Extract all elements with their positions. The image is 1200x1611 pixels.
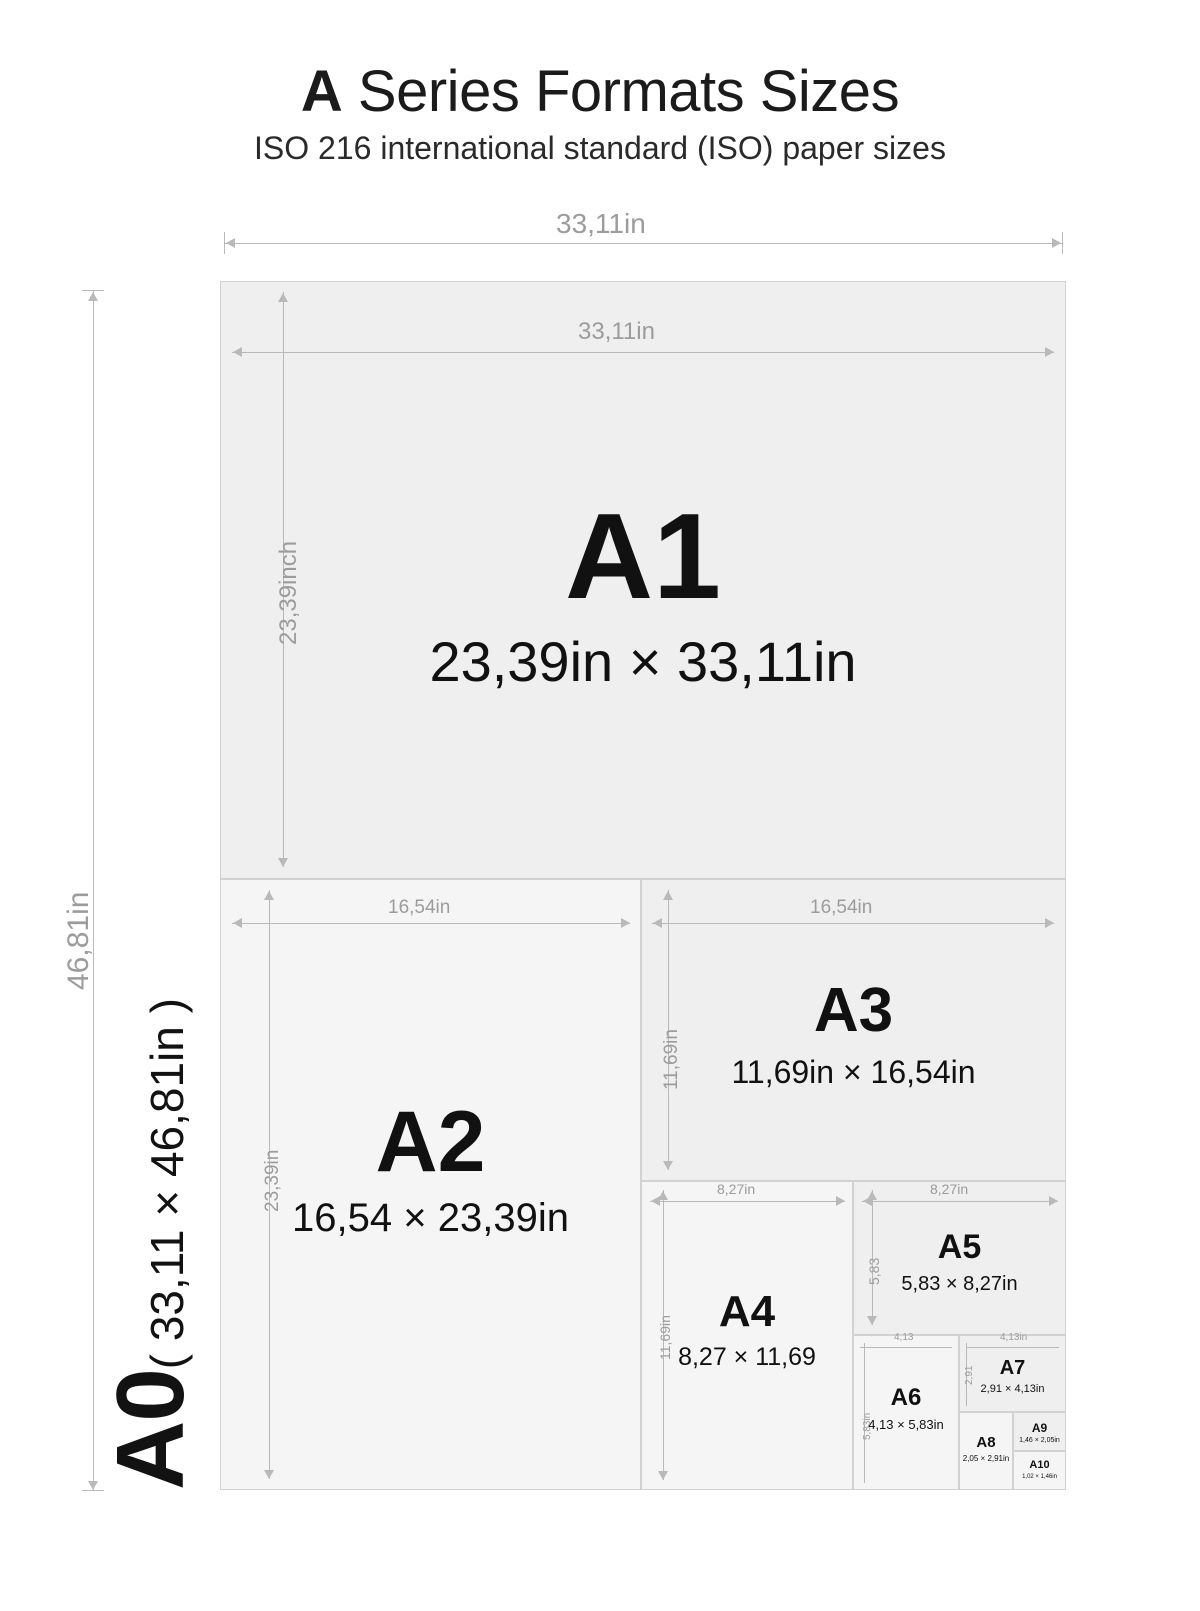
sheet-a9-name: A9 bbox=[1031, 1421, 1048, 1435]
a0-top-arrow-right-icon bbox=[1052, 238, 1061, 248]
a5-width-dim-line bbox=[862, 1201, 1058, 1202]
a0-format-name: A0 bbox=[97, 1369, 204, 1490]
a0-format-dims: ( 33,11 × 46,81in ) bbox=[141, 998, 193, 1370]
a3-height-arrow-up-icon bbox=[663, 891, 673, 900]
a0-format-label bbox=[96, 998, 206, 1490]
a4-width-label: 8,27in bbox=[717, 1181, 756, 1197]
a2-height-arrow-down-icon bbox=[264, 1470, 274, 1479]
sheet-a4-name: A4 bbox=[718, 1287, 776, 1336]
sheet-a1-name: A1 bbox=[565, 488, 721, 624]
sheet-a9-dims: 1,46 × 2,05in bbox=[1019, 1437, 1060, 1444]
a4-height-arrow-up-icon bbox=[658, 1191, 668, 1200]
a0-top-dim-tick-left bbox=[224, 232, 225, 254]
a0-top-dim-line bbox=[224, 243, 1062, 244]
page-title-rest: Series Formats Sizes bbox=[342, 59, 900, 124]
a5-height-label: 5,83 bbox=[866, 1257, 882, 1285]
sheet-a7-dims: 2,91 × 4,13in bbox=[980, 1383, 1045, 1395]
a3-width-label: 16,54in bbox=[810, 897, 873, 918]
a0-width-label: 33,11in bbox=[556, 208, 646, 239]
sheet-a8[interactable] bbox=[959, 1412, 1013, 1490]
sheet-a6-dims: 4,13 × 5,83in bbox=[868, 1417, 944, 1432]
page-title-bold: A bbox=[300, 59, 343, 124]
a0-top-arrow-left-icon bbox=[226, 238, 235, 248]
a1-height-label: 23,39inch bbox=[275, 540, 302, 645]
sheet-a6-name: A6 bbox=[890, 1384, 922, 1411]
a2-height-arrow-up-icon bbox=[264, 891, 274, 900]
sheet-a7-name: A7 bbox=[999, 1357, 1026, 1379]
sheet-a1[interactable] bbox=[220, 281, 1066, 879]
a0-left-arrow-up-icon bbox=[88, 292, 98, 301]
sheet-a10-dims: 1,02 × 1,46in bbox=[1022, 1474, 1057, 1480]
sheet-a5[interactable] bbox=[853, 1181, 1066, 1335]
a4-width-arrow-right-icon bbox=[836, 1196, 845, 1206]
a1-width-arrow-right-icon bbox=[1045, 347, 1054, 357]
sheet-a10[interactable] bbox=[1013, 1451, 1066, 1490]
a6-width-dim-line bbox=[860, 1347, 952, 1348]
page-subtitle: ISO 216 international standard (ISO) paper sizes bbox=[254, 130, 946, 166]
a3-height-arrow-down-icon bbox=[663, 1161, 673, 1170]
a1-width-arrow-left-icon bbox=[233, 347, 242, 357]
a5-height-arrow-up-icon bbox=[867, 1191, 877, 1200]
a7-width-dim-line bbox=[966, 1347, 1059, 1348]
a0-left-dim-line bbox=[93, 290, 94, 1490]
a0-left-dim-tick-top bbox=[82, 290, 104, 291]
a1-height-arrow-up-icon bbox=[278, 293, 288, 302]
a2-width-dim-line bbox=[232, 923, 630, 924]
a7-height-label: 2,91 bbox=[964, 1365, 975, 1385]
sheet-a5-name: A5 bbox=[937, 1228, 982, 1266]
sheet-a2-name: A2 bbox=[375, 1094, 486, 1190]
a4-height-arrow-down-icon bbox=[658, 1471, 668, 1480]
sheet-a10-name: A10 bbox=[1029, 1459, 1050, 1471]
a2-width-label: 16,54in bbox=[388, 897, 451, 918]
a1-width-label: 33,11in bbox=[578, 318, 655, 345]
sheet-a9[interactable] bbox=[1013, 1412, 1066, 1451]
a6-width-label: 4,13 bbox=[894, 1332, 914, 1343]
sheet-a3-name: A3 bbox=[813, 976, 894, 1045]
a1-height-arrow-down-icon bbox=[278, 858, 288, 867]
sheet-a4-dims: 8,27 × 11,69 bbox=[678, 1343, 816, 1371]
a6-height-label: 5,83in bbox=[862, 1412, 873, 1440]
sheet-a8-name: A8 bbox=[976, 1434, 996, 1451]
a4-width-dim-line bbox=[650, 1201, 845, 1202]
sheet-a8-dims: 2,05 × 2,91in bbox=[962, 1454, 1010, 1463]
a5-width-label: 8,27in bbox=[930, 1181, 969, 1197]
a2-width-arrow-right-icon bbox=[621, 918, 630, 928]
a3-height-label: 11,69in bbox=[661, 1029, 682, 1090]
a0-left-dim-tick-bottom bbox=[82, 1490, 104, 1491]
sheet-a1-dims: 23,39in × 33,11in bbox=[429, 630, 857, 693]
a5-width-arrow-right-icon bbox=[1049, 1196, 1058, 1206]
a5-height-arrow-down-icon bbox=[867, 1316, 877, 1325]
sheet-a3[interactable] bbox=[641, 879, 1066, 1181]
a2-width-arrow-left-icon bbox=[233, 918, 242, 928]
a1-width-dim-line bbox=[232, 352, 1054, 353]
a3-width-arrow-right-icon bbox=[1045, 918, 1054, 928]
a4-height-label: 11,69in bbox=[657, 1315, 673, 1360]
a3-width-dim-line bbox=[652, 923, 1054, 924]
sheet-a3-dims: 11,69in × 16,54in bbox=[731, 1054, 976, 1090]
a2-height-label: 23,39in bbox=[262, 1149, 283, 1212]
a0-top-dim-tick-right bbox=[1062, 232, 1063, 254]
a7-width-label: 4,13in bbox=[1000, 1332, 1028, 1343]
sheet-a5-dims: 5,83 × 8,27in bbox=[901, 1273, 1018, 1295]
page-title bbox=[0, 58, 1200, 125]
a0-height-label: 46,81in bbox=[62, 891, 95, 990]
a3-width-arrow-left-icon bbox=[653, 918, 662, 928]
sheet-a2-dims: 16,54 × 23,39in bbox=[292, 1196, 569, 1240]
